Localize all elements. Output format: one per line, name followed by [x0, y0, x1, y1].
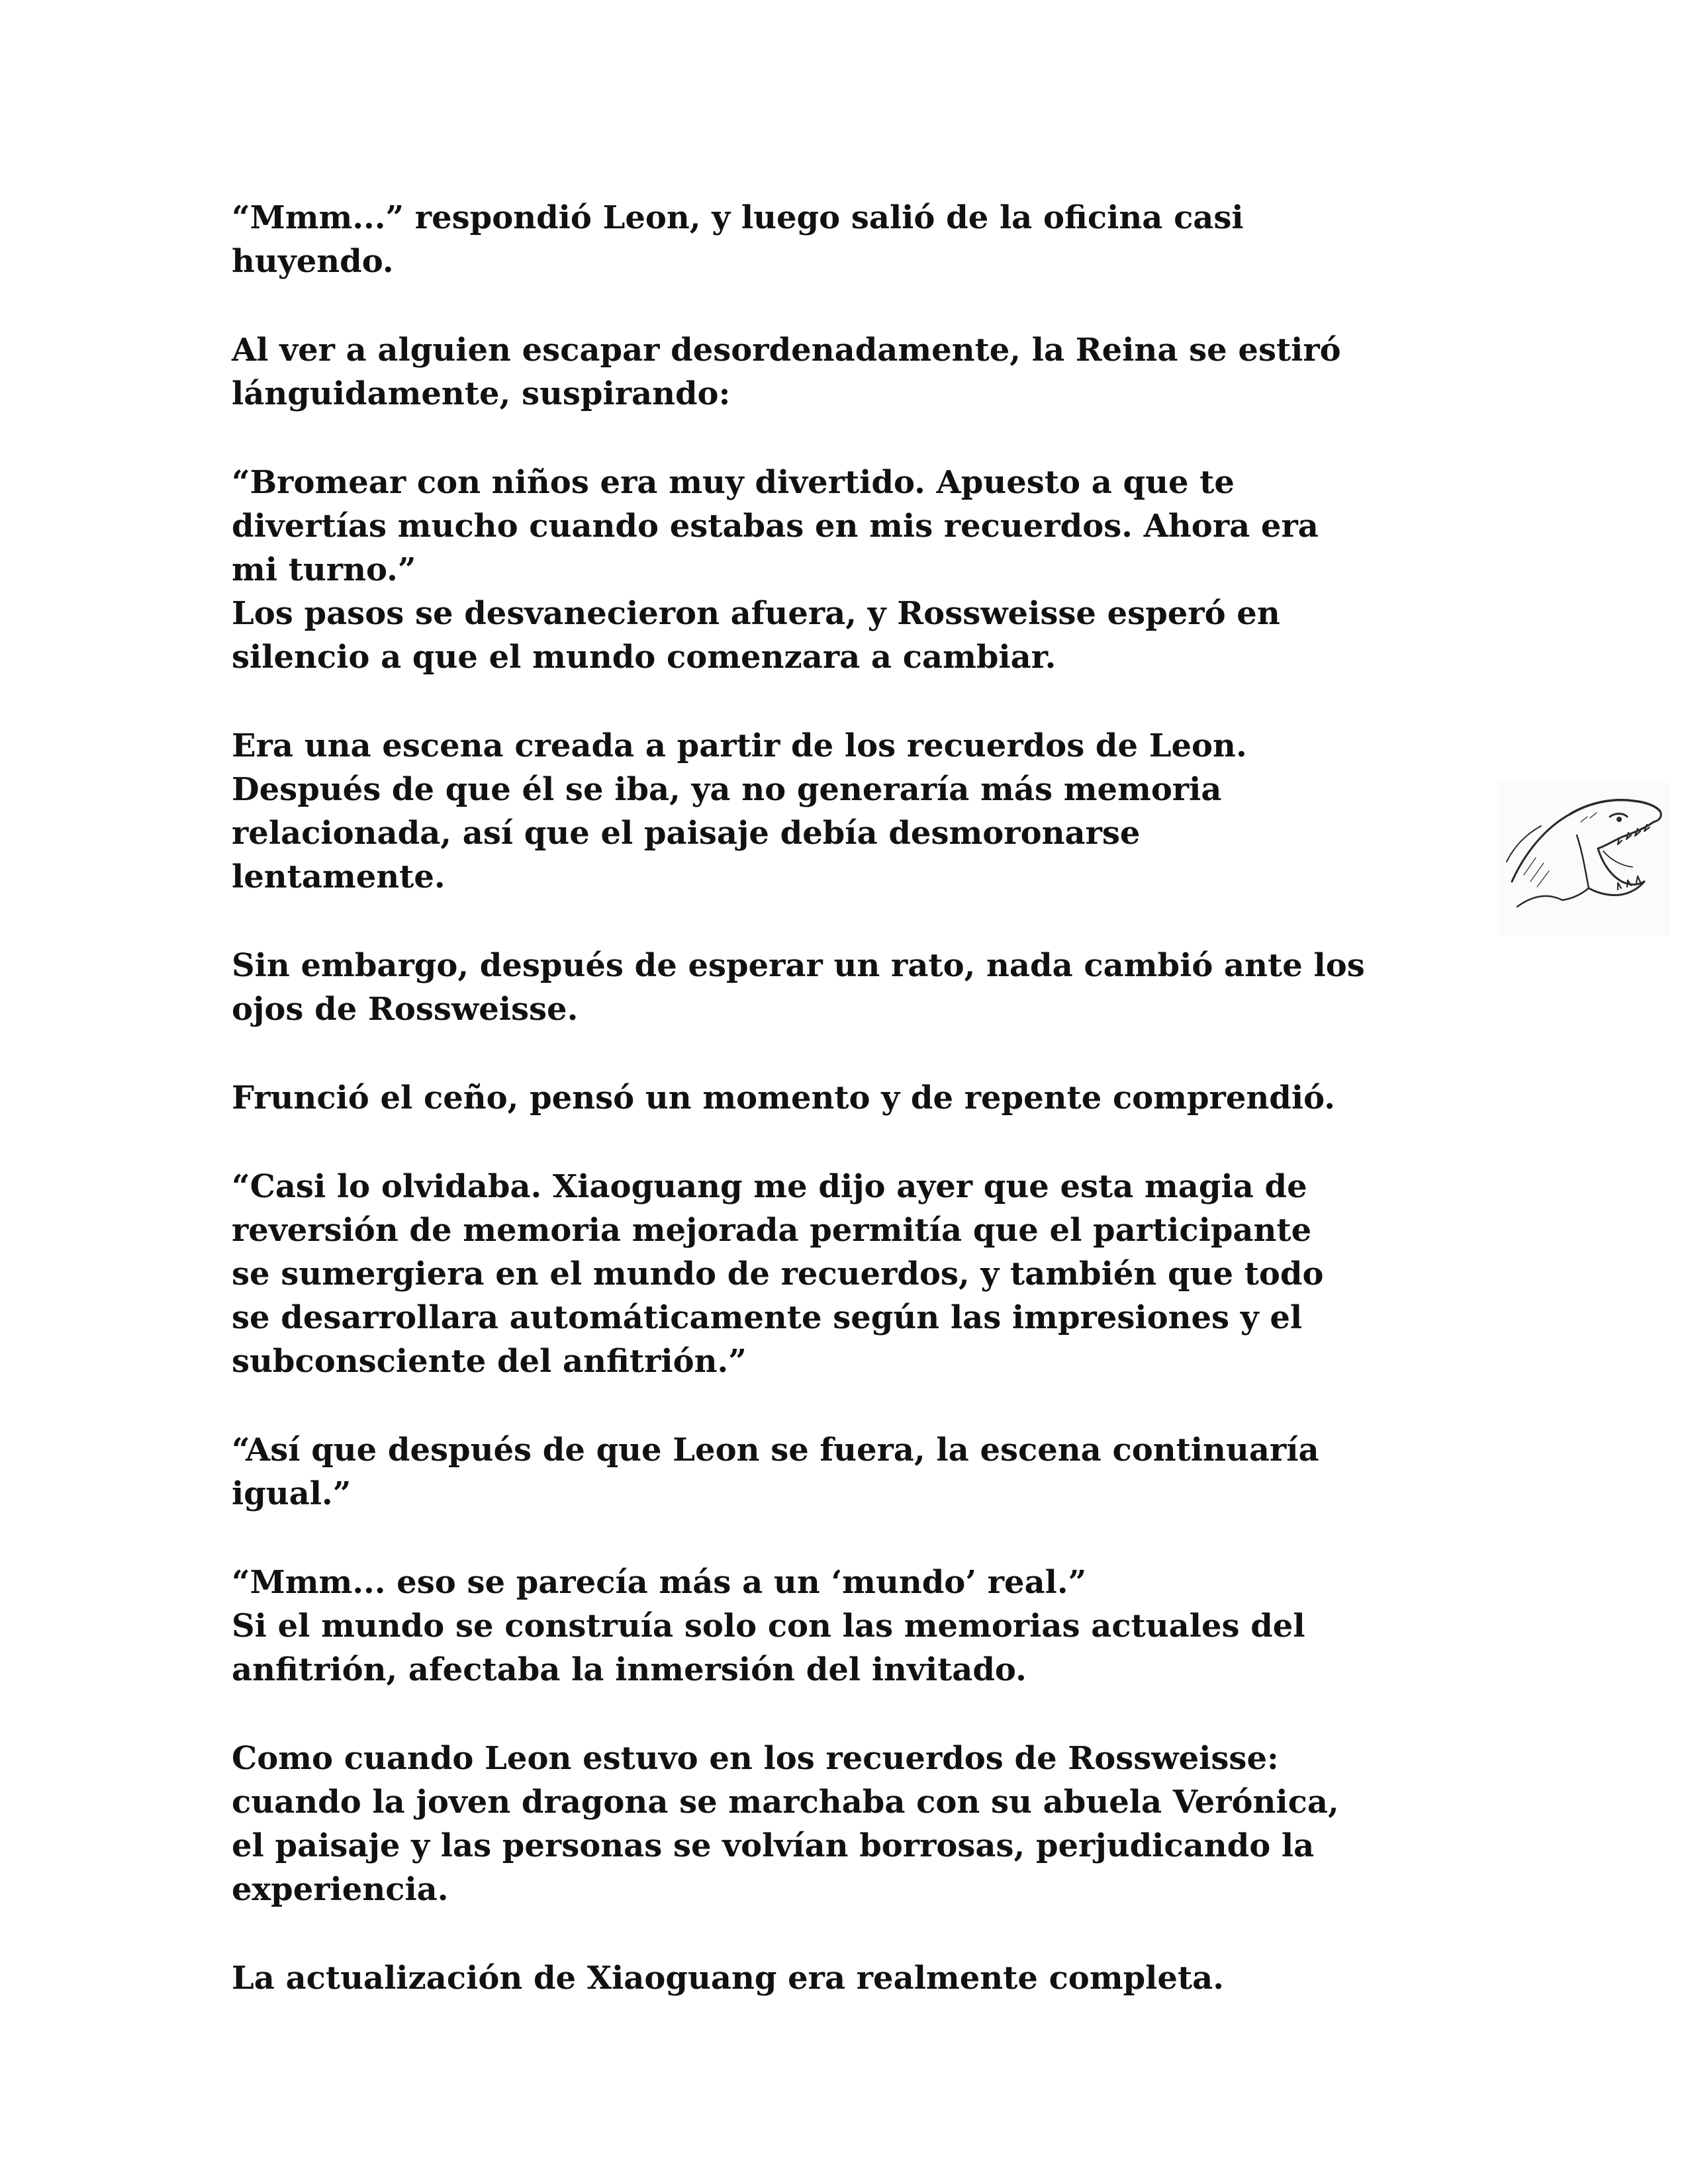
- text-line: Después de que él se iba, ya no generaría más memoria: [232, 771, 1222, 808]
- paragraph-1: [232, 196, 1463, 283]
- text-line: mi turno.”: [232, 551, 416, 588]
- text-line: el paisaje y las personas se volvían borrosas, perjudicando la: [232, 1827, 1315, 1864]
- text-line: “Mmm...” respondió Leon, y luego salió de la oficina casi: [232, 199, 1244, 236]
- text-line: Frunció el ceño, pensó un momento y de repente comprendió.: [232, 1079, 1335, 1116]
- text-line: se desarrollara automáticamente según las impresiones y el: [232, 1299, 1303, 1336]
- text-line: se sumergiera en el mundo de recuerdos, y también que todo: [232, 1255, 1324, 1293]
- text-line: “Así que después de que Leon se fuera, la escena continuaría: [232, 1432, 1319, 1469]
- paragraph-10: [232, 1561, 1463, 1604]
- text-line: divertías mucho cuando estabas en mis recuerdos. Ahora era: [232, 508, 1319, 545]
- text-line: ojos de Rossweisse.: [232, 991, 579, 1028]
- text-line: reversión de memoria mejorada permitía que el participante: [232, 1212, 1312, 1249]
- text-line: “Casi lo olvidaba. Xiaoguang me dijo ayer que esta magia de: [232, 1168, 1307, 1205]
- dinosaur-head-sketch-icon: [1497, 782, 1669, 936]
- text-line: Era una escena creada a partir de los recuerdos de Leon.: [232, 727, 1247, 764]
- text-line: igual.”: [232, 1475, 352, 1512]
- text-line: experiencia.: [232, 1871, 449, 1908]
- paragraph-6: [232, 944, 1463, 1031]
- text-line: Sin embargo, después de esperar un rato, nada cambió ante los: [232, 947, 1365, 984]
- text-line: relacionada, así que el paisaje debía desmoronarse: [232, 815, 1141, 852]
- paragraph-9: [232, 1428, 1463, 1516]
- text-line: Si el mundo se construía solo con las memorias actuales del: [232, 1608, 1305, 1645]
- paragraph-3: [232, 461, 1463, 592]
- text-line: “Bromear con niños era muy divertido. Apuesto a que te: [232, 464, 1235, 501]
- text-line: subconsciente del anfitrión.”: [232, 1343, 747, 1380]
- paragraph-4: [232, 592, 1463, 679]
- document-body: [232, 196, 1463, 2045]
- paragraph-2: [232, 328, 1463, 416]
- text-line: silencio a que el mundo comenzara a cambiar.: [232, 639, 1056, 676]
- paragraph-7: [232, 1076, 1463, 1120]
- text-line: cuando la joven dragona se marchaba con su abuela Verónica,: [232, 1784, 1339, 1821]
- text-line: lentamente.: [232, 858, 445, 895]
- paragraph-13: [232, 1956, 1463, 2000]
- text-line: Los pasos se desvanecieron afuera, y Rossweisse esperó en: [232, 595, 1280, 632]
- text-line: anfitrión, afectaba la inmersión del invitado.: [232, 1651, 1027, 1688]
- text-line: huyendo.: [232, 243, 394, 280]
- paragraph-11: [232, 1604, 1463, 1692]
- paragraph-12: [232, 1737, 1463, 1911]
- paragraph-5: [232, 724, 1463, 899]
- text-line: Al ver a alguien escapar desordenadamente, la Reina se estiró: [232, 332, 1341, 369]
- text-line: lánguidamente, suspirando:: [232, 375, 731, 412]
- text-line: La actualización de Xiaoguang era realmente completa.: [232, 1960, 1224, 1997]
- text-line: “Mmm... eso se parecía más a un ‘mundo’ real.”: [232, 1564, 1087, 1601]
- paragraph-8: [232, 1165, 1463, 1383]
- text-line: Como cuando Leon estuvo en los recuerdos de Rossweisse:: [232, 1740, 1279, 1777]
